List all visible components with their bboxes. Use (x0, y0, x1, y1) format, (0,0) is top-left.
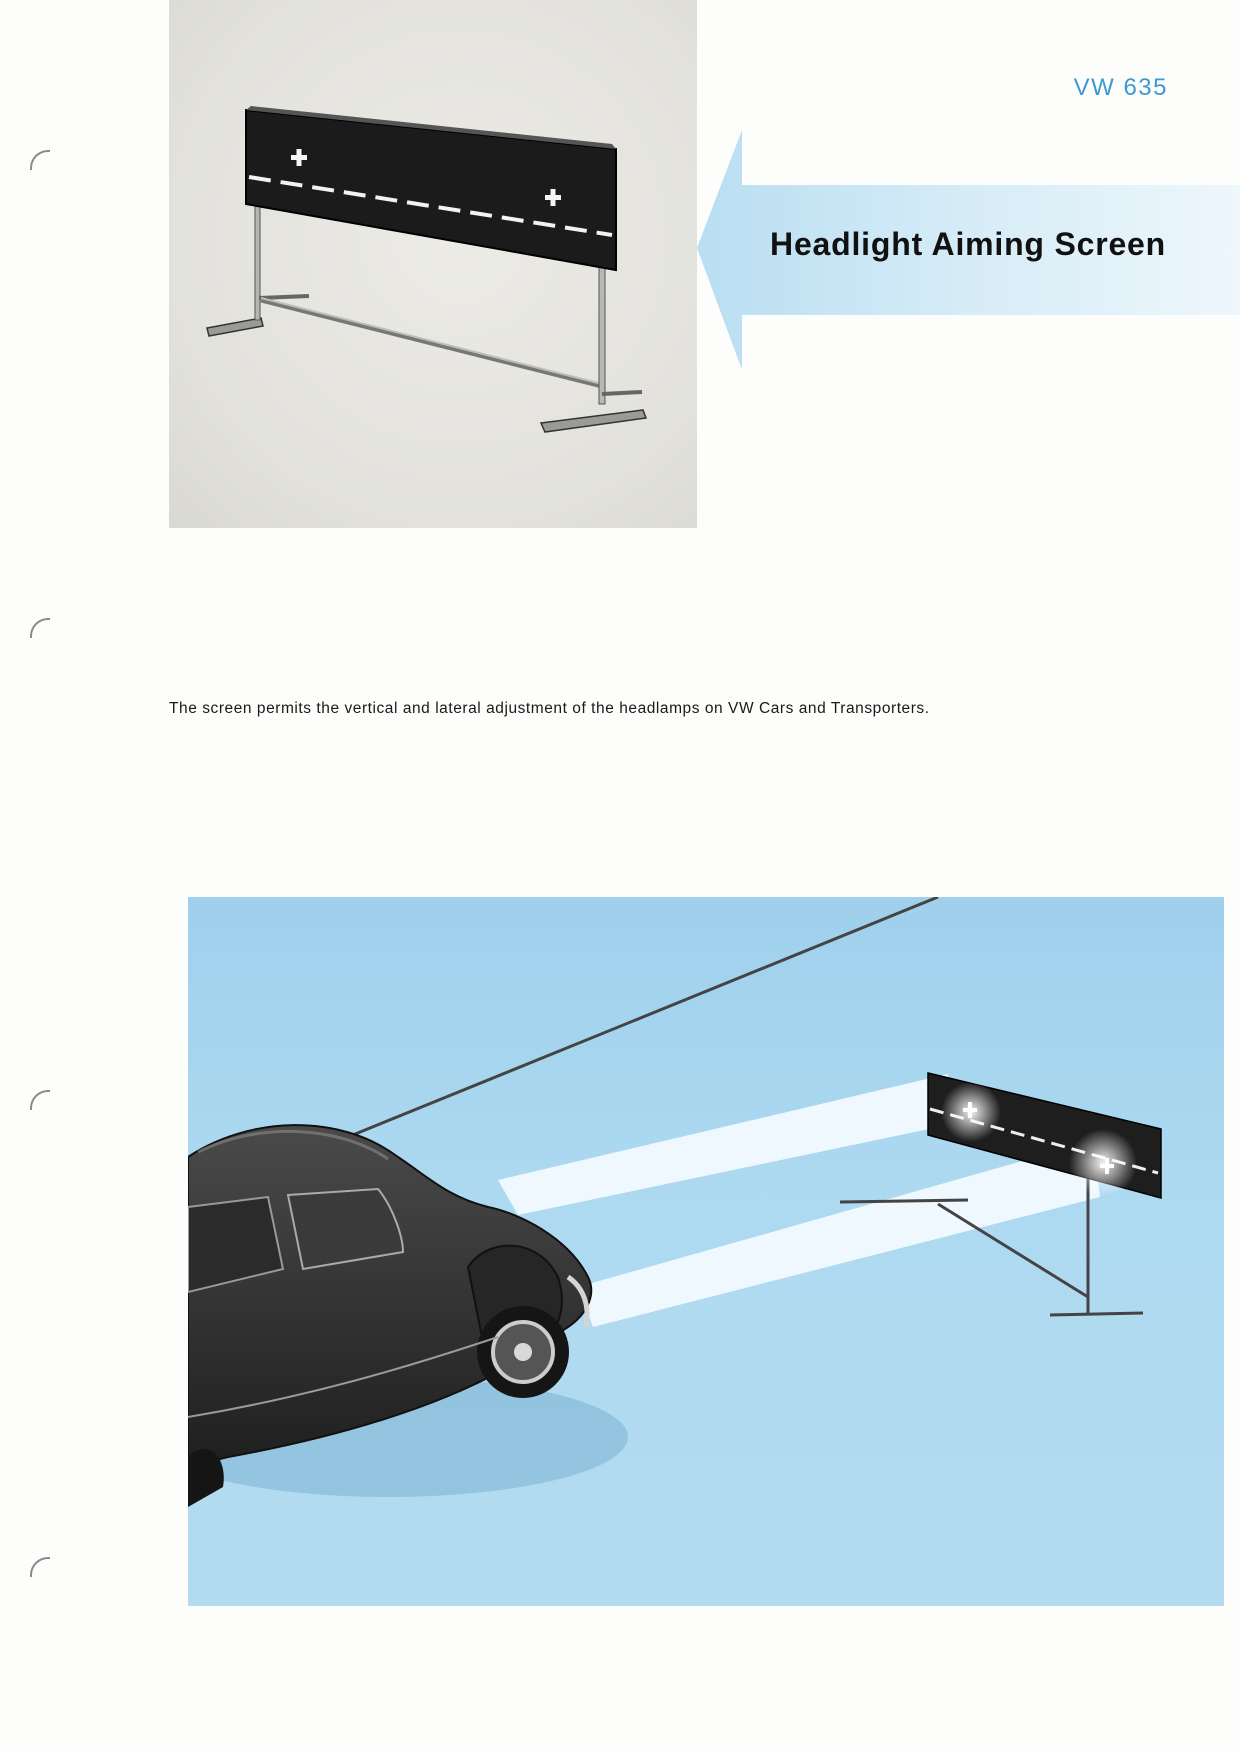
car-aiming-screen-icon (188, 897, 1224, 1606)
aiming-screen-icon (169, 0, 697, 528)
product-photo (169, 0, 697, 528)
product-code: VW 635 (1073, 74, 1168, 101)
punch-hole-mark (30, 150, 50, 170)
page-title: Headlight Aiming Screen (770, 226, 1166, 262)
description-text: The screen permits the vertical and lateral adjustment of the headlamps on VW Cars and Transporters. (169, 700, 930, 717)
punch-hole-mark (30, 1090, 50, 1110)
usage-illustration (188, 897, 1224, 1606)
punch-hole-mark (30, 1557, 50, 1577)
punch-hole-mark (30, 618, 50, 638)
